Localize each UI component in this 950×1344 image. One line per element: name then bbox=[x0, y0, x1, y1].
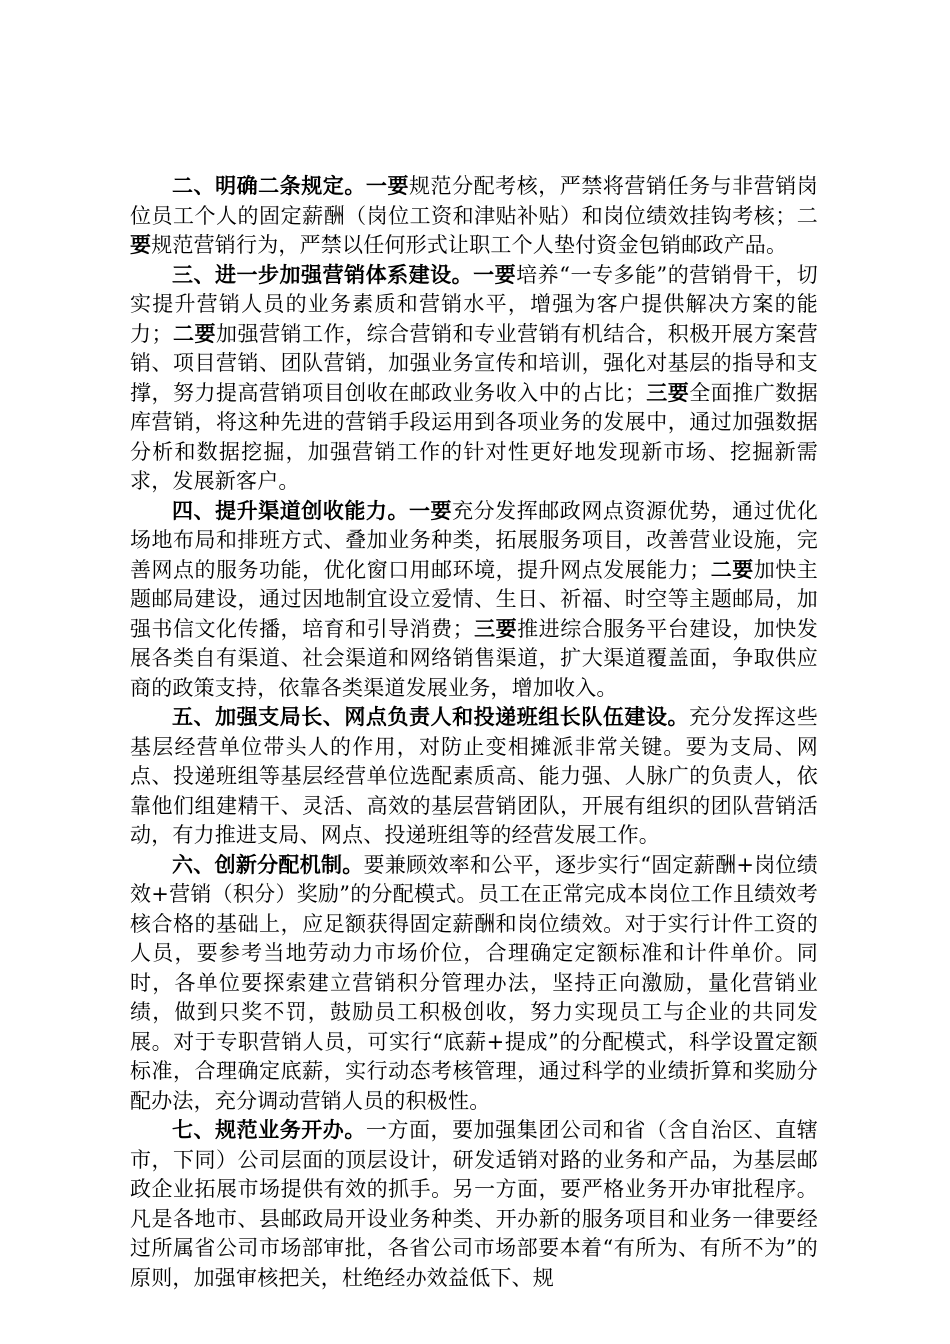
paragraph-5-team-building bbox=[130, 703, 818, 851]
document-body bbox=[130, 172, 818, 1293]
paragraph-heading: 二、明确二条规定。一要 bbox=[172, 174, 409, 198]
paragraph-3-marketing-system bbox=[130, 261, 818, 497]
paragraph-7-business-regulation bbox=[130, 1116, 818, 1293]
paragraph-text: 规范分配考核，严禁将营销任务与非营销岗位员工个人的固定薪酬（岗位工资和津贴补贴）和岗位绩效挂钩考核；二 bbox=[130, 174, 818, 228]
paragraph-6-distribution-mechanism bbox=[130, 851, 818, 1117]
paragraph-emphasis: 二要 bbox=[710, 557, 754, 582]
paragraph-text: 规范营销行为，严禁以任何形式让职工个人垫付资金包销邮政产品。 bbox=[151, 233, 788, 257]
paragraph-text: 一方面，要加强集团公司和省（含自治区、直辖市，下同）公司层面的顶层设计，研发适销对路的业务和产品，为基层邮政企业拓展市场提供有效的抓手。另一方面，要严格业务开办审批程序。凡是各地市、县邮政局开设业务种类、开办新的服务项目和业务一律要经过所属省公司市场部审批，各省公司市场部要本着“有所为、有所不为”的原则，加强审核把关，杜绝经办效益低下、规 bbox=[130, 1118, 818, 1290]
paragraph-heading: 五、加强支局长、网点负责人和投递班组长队伍建设。 bbox=[172, 705, 690, 729]
paragraph-text: 加强营销工作，综合营销和专业营销有机结合，积极开展方案营销、项目营销、团队营销，加强业务宣传和培训，强化对基层的指导和支撑，努力提高营销项目创收在邮政业务收入中的占比； bbox=[130, 321, 818, 405]
paragraph-text: 推进综合服务平台建设，加快发展各类自有渠道、社会渠道和网络销售渠道，扩大渠道覆盖面，争取供应商的政策支持，依靠各类渠道发展业务，增加收入。 bbox=[130, 616, 818, 700]
paragraph-heading: 三、进一步加强营销体系建设。一要 bbox=[172, 262, 517, 287]
paragraph-2-regulations bbox=[130, 172, 818, 261]
paragraph-text: 全面推广数据库营销，将这种先进的营销手段运用到各项业务的发展中，通过加强数据分析和数据挖掘，加强营销工作的针对性更好地发现新市场、挖掘新需求，发展新客户。 bbox=[130, 380, 818, 493]
paragraph-text: 充分发挥邮政网点资源优势，通过优化场地布局和排班方式、叠加业务种类，拓展服务项目，改善营业设施，完善网点的服务功能，优化窗口用邮环境，提升网点发展能力； bbox=[130, 498, 818, 582]
paragraph-emphasis: 三要 bbox=[645, 380, 690, 405]
paragraph-emphasis: 三要 bbox=[473, 616, 518, 641]
paragraph-emphasis: 二要 bbox=[172, 321, 217, 346]
paragraph-text: 要兼顾效率和公平，逐步实行“固定薪酬+岗位绩效+营销（积分）奖励”的分配模式。员工在正常完成本岗位工作且绩效考核合格的基础上，应足额获得固定薪酬和岗位绩效。对于实行计件工资的人员，要参考当地劳动力市场价位，合理确定定额标准和计件单价。同时，各单位要探索建立营销积分管理办法，坚持正向激励，量化营销业绩，做到只奖不罚，鼓励员工积极创收，努力实现员工与企业的共同发展。对于专职营销人员，可实行“底薪+提成”的分配模式，科学设置定额标准，合理确定底薪，实行动态考核管理，通过科学的业绩折算和奖励分配办法，充分调动营销人员的积极性。 bbox=[130, 852, 818, 1113]
paragraph-emphasis: 要 bbox=[130, 233, 152, 257]
paragraph-heading: 六、创新分配机制。 bbox=[172, 852, 364, 877]
paragraph-heading: 七、规范业务开办。 bbox=[172, 1118, 366, 1142]
paragraph-text: 培养“一专多能”的营销骨干，切实提升营销人员的业务素质和营销水平，增强为客户提供解决方案的能力； bbox=[130, 262, 818, 346]
paragraph-text: 充分发挥这些基层经营单位带头人的作用，对防止变相摊派非常关键。要为支局、网点、投递班组等基层经营单位选配素质高、能力强、人脉广的负责人，依靠他们组建精干、灵活、高效的基层营销团队，开展有组织的团队营销活动，有力推进支局、网点、投递班组等的经营发展工作。 bbox=[130, 705, 818, 847]
paragraph-4-channel-revenue bbox=[130, 497, 818, 704]
paragraph-heading: 四、提升渠道创收能力。一要 bbox=[172, 498, 453, 523]
paragraph-text: 加快主题邮局建设，通过因地制宜设立爱情、生日、祈福、时空等主题邮局，加强书信文化传播，培育和引导消费； bbox=[130, 557, 818, 641]
